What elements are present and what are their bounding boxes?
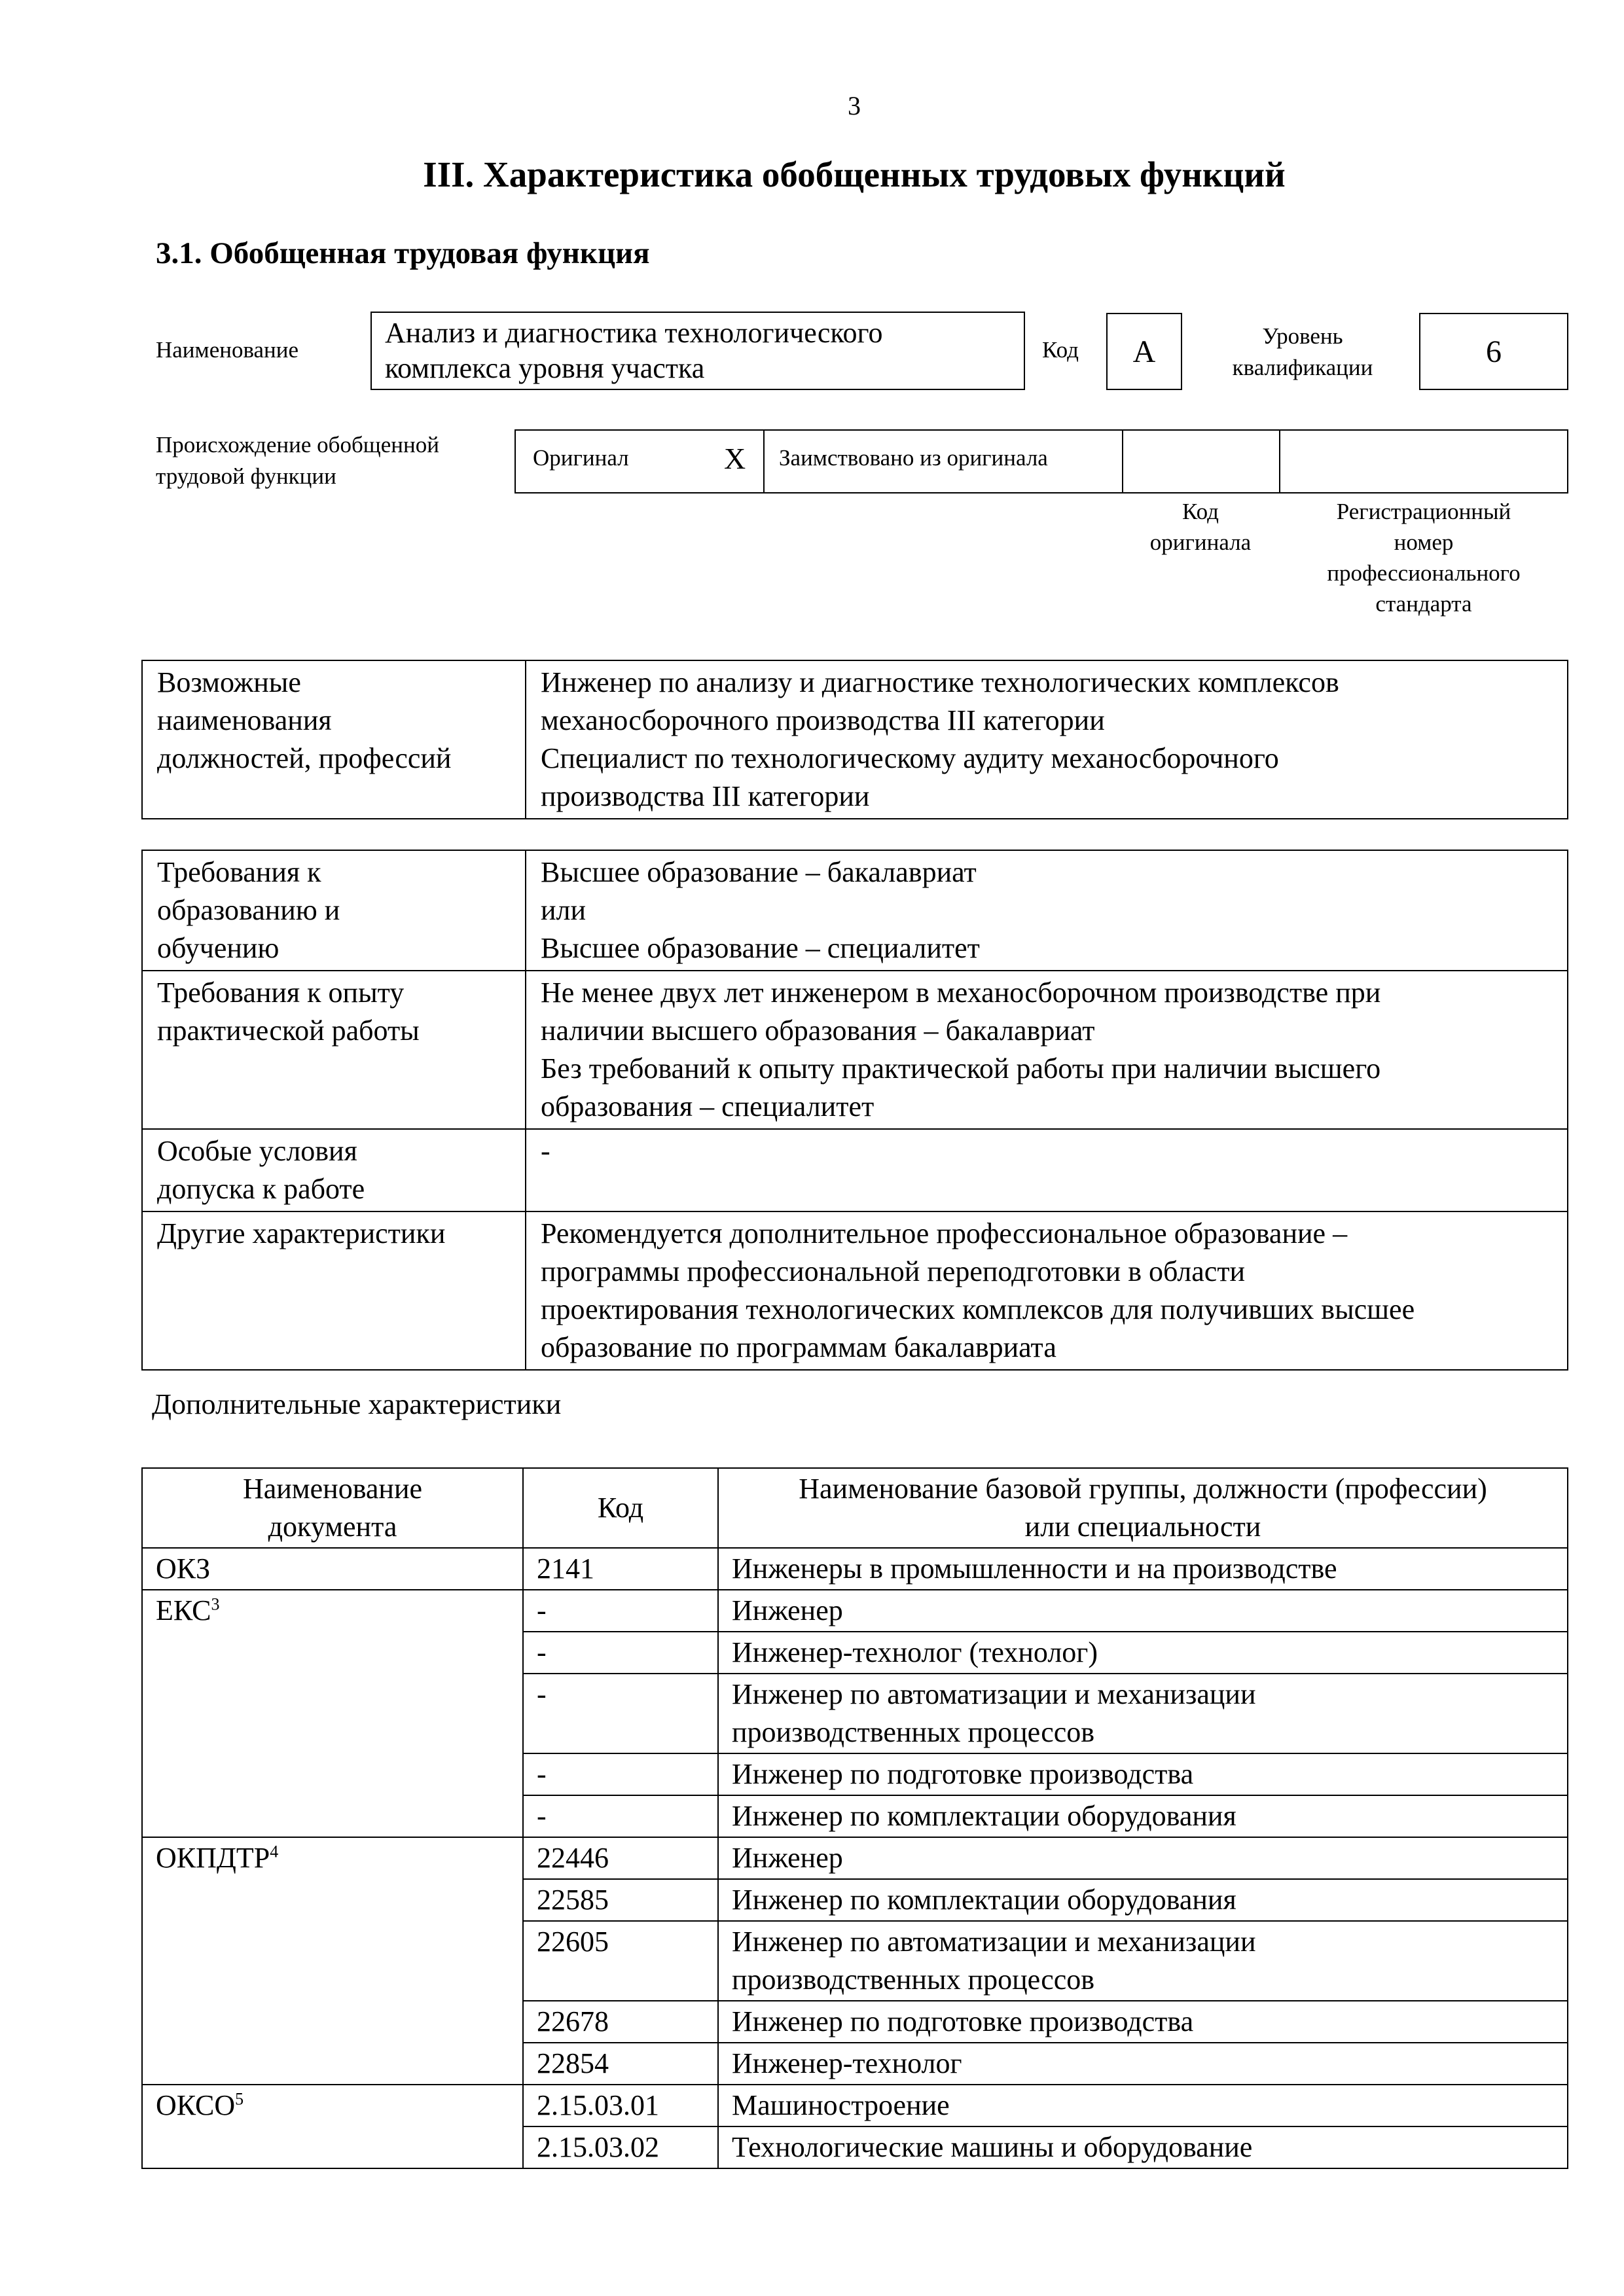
requirements-value-cell — [526, 1129, 1568, 1211]
doc-cell — [142, 1590, 523, 1837]
name-cell: Инженеры в промышленности и на производстве — [718, 1548, 1568, 1590]
requirements-value-cell — [526, 1211, 1568, 1370]
name-cell: Инженер по подготовке производства — [718, 2001, 1568, 2043]
additional-title: Дополнительные характеристики — [152, 1388, 562, 1420]
code-cell: - — [523, 1632, 718, 1674]
requirements-value-cell — [526, 850, 1568, 971]
positions-label-line-3: должностей, профессий — [157, 742, 452, 774]
name-line: Инженер по автоматизации и механизации — [732, 1678, 1256, 1710]
requirements-row-education — [142, 850, 1568, 971]
req-value-line: программы профессиональной переподготовки в области — [541, 1255, 1246, 1287]
additional-header-row — [142, 1468, 1568, 1548]
header-doc — [142, 1468, 523, 1548]
level-label-line-1: Уровень — [1262, 323, 1343, 349]
origin-box — [514, 429, 1568, 493]
name-cell: Машиностроение — [718, 2085, 1568, 2126]
header-name-line-2: или специальности — [1024, 1511, 1261, 1543]
code-cell: 22678 — [523, 2001, 718, 2043]
table-row — [142, 1590, 1568, 1632]
subsection-title: 3.1. Обобщенная трудовая функция — [156, 236, 650, 270]
origin-label-line-2: трудовой функции — [156, 463, 336, 489]
origin-code-caption-line-2: оригинала — [1149, 529, 1252, 555]
name-line: Инженер по автоматизации и механизации — [732, 1926, 1256, 1958]
positions-line-4: производства III категории — [541, 780, 870, 812]
footnote-ref: 5 — [235, 2089, 244, 2109]
level-value-box: 6 — [1419, 313, 1568, 390]
positions-label-cell — [142, 660, 526, 819]
requirements-label-cell — [142, 1129, 526, 1211]
req-label-line: Другие характеристики — [157, 1217, 446, 1249]
header-doc-line-2: документа — [268, 1511, 397, 1543]
requirements-label-cell — [142, 850, 526, 971]
req-value-line: или — [541, 894, 586, 926]
origin-borrowed-label: Заимствовано из оригинала — [779, 445, 1048, 471]
requirements-value-cell — [526, 971, 1568, 1129]
positions-label-line-1: Возможные — [157, 666, 301, 698]
code-cell: - — [523, 1795, 718, 1837]
name-cell: Инженер по комплектации оборудования — [718, 1795, 1568, 1837]
name-cell: Технологические машины и оборудование — [718, 2126, 1568, 2168]
positions-line-1: Инженер по анализу и диагностике технологических комплексов — [541, 666, 1339, 698]
origin-reg-caption-line-1: Регистрационный — [1336, 499, 1511, 524]
name-cell — [718, 1921, 1568, 2001]
header-code: Код — [523, 1468, 718, 1548]
name-cell: Инженер по комплектации оборудования — [718, 1879, 1568, 1921]
origin-reg-cell — [1280, 431, 1567, 492]
req-value-line: - — [541, 1135, 550, 1167]
requirements-row-other — [142, 1211, 1568, 1370]
name-line: производственных процессов — [732, 1964, 1095, 1996]
origin-original-mark: Х — [724, 442, 746, 475]
code-cell: - — [523, 1674, 718, 1753]
req-value-line: Высшее образование – специалитет — [541, 932, 980, 964]
name-cell: Инженер по подготовке производства — [718, 1753, 1568, 1795]
code-cell: 2141 — [523, 1548, 718, 1590]
req-label-line: допуска к работе — [157, 1173, 365, 1205]
doc-cell — [142, 2085, 523, 2168]
origin-borrowed-cell — [765, 431, 1123, 492]
code-value-box: А — [1106, 313, 1182, 390]
req-label-line: практической работы — [157, 1014, 420, 1047]
table-row — [142, 1548, 1568, 1590]
level-label-line-2: квалификации — [1232, 355, 1373, 380]
name-cell: Инженер — [718, 1837, 1568, 1879]
req-label-line: Особые условия — [157, 1135, 357, 1167]
origin-original-label: Оригинал — [533, 445, 629, 471]
positions-row — [142, 660, 1568, 819]
page-number: 3 — [848, 91, 861, 120]
code-cell: - — [523, 1590, 718, 1632]
table-row — [142, 1837, 1568, 1879]
req-label-line: Требования к опыту — [157, 977, 405, 1009]
footnote-ref: 3 — [211, 1594, 220, 1614]
name-cell: Инженер-технолог — [718, 2043, 1568, 2085]
header-name-line-1: Наименование базовой группы, должности (профессии) — [799, 1473, 1487, 1505]
requirements-table — [141, 850, 1568, 1371]
origin-label-line-1: Происхождение обобщенной — [156, 432, 439, 457]
code-cell: 22605 — [523, 1921, 718, 2001]
name-line-2: комплекса уровня участка — [385, 352, 705, 384]
req-label-line: Требования к — [157, 856, 321, 888]
req-label-line: обучению — [157, 932, 280, 964]
name-value-box — [370, 312, 1025, 390]
req-value-line: образования – специалитет — [541, 1090, 875, 1122]
origin-reg-caption-line-2: номер — [1394, 529, 1454, 555]
level-label — [1191, 321, 1414, 384]
code-cell: 22854 — [523, 2043, 718, 2085]
req-value-line: наличии высшего образования – бакалавриат — [541, 1014, 1095, 1047]
requirements-label-cell — [142, 971, 526, 1129]
requirements-label-cell — [142, 1211, 526, 1370]
positions-label-line-2: наименования — [157, 704, 332, 736]
code-cell: - — [523, 1753, 718, 1795]
positions-table — [141, 660, 1568, 819]
req-label-line: образованию и — [157, 894, 340, 926]
doc-name: ОКЗ — [156, 1552, 211, 1585]
name-label: Наименование — [156, 337, 299, 363]
additional-table — [141, 1467, 1568, 2169]
origin-code-cell — [1123, 431, 1280, 492]
origin-reg-caption — [1279, 496, 1568, 619]
requirements-row-experience — [142, 971, 1568, 1129]
positions-line-2: механосборочного производства III категории — [541, 704, 1105, 736]
name-cell: Инженер — [718, 1590, 1568, 1632]
footnote-ref: 4 — [270, 1842, 279, 1861]
requirements-row-special — [142, 1129, 1568, 1211]
positions-value-cell — [526, 660, 1568, 819]
origin-reg-caption-line-3: профессионального — [1327, 560, 1521, 586]
req-value-line: проектирования технологических комплексов для получивших высшее — [541, 1293, 1415, 1325]
origin-reg-caption-line-4: стандарта — [1375, 591, 1472, 617]
name-cell: Инженер-технолог (технолог) — [718, 1632, 1568, 1674]
origin-original-cell — [516, 431, 765, 492]
header-doc-line-1: Наименование — [242, 1473, 423, 1505]
doc-cell — [142, 1837, 523, 2085]
origin-label — [156, 429, 439, 492]
header-name — [718, 1468, 1568, 1548]
origin-code-caption — [1122, 496, 1279, 558]
code-cell: 2.15.03.01 — [523, 2085, 718, 2126]
doc-name: ОКСО — [156, 2089, 236, 2121]
name-cell — [718, 1674, 1568, 1753]
origin-code-caption-line-1: Код — [1182, 499, 1219, 524]
section-title: III. Характеристика обобщенных трудовых функций — [423, 154, 1286, 194]
code-label: Код — [1042, 337, 1079, 363]
req-value-line: Высшее образование – бакалавриат — [541, 856, 977, 888]
req-value-line: образование по программам бакалавриата — [541, 1331, 1056, 1363]
code-cell: 22585 — [523, 1879, 718, 1921]
doc-cell — [142, 1548, 523, 1590]
name-line-1: Анализ и диагностика технологического — [385, 317, 883, 349]
code-cell: 2.15.03.02 — [523, 2126, 718, 2168]
req-value-line: Не менее двух лет инженером в механосборочном производстве при — [541, 977, 1381, 1009]
req-value-line: Рекомендуется дополнительное профессиональное образование – — [541, 1217, 1348, 1249]
doc-name: ЕКС — [156, 1594, 211, 1626]
code-cell: 22446 — [523, 1837, 718, 1879]
positions-line-3: Специалист по технологическому аудиту механосборочного — [541, 742, 1279, 774]
req-value-line: Без требований к опыту практической работы при наличии высшего — [541, 1052, 1381, 1085]
name-line: производственных процессов — [732, 1716, 1095, 1748]
doc-name: ОКПДТР — [156, 1842, 270, 1874]
table-row — [142, 2085, 1568, 2126]
